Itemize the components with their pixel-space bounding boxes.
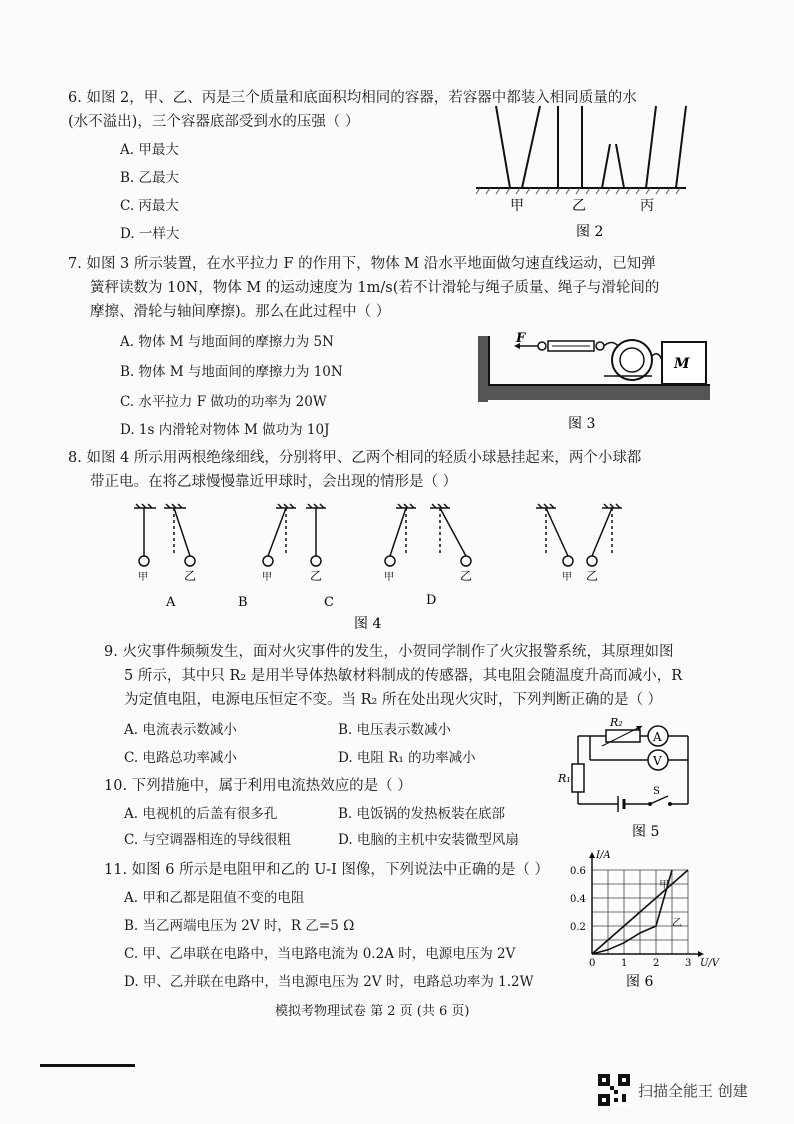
- y-tick-label: 0.4: [570, 894, 586, 905]
- q11-option-c: C. 甲、乙串联在电路中，当电路电流为 0.2A 时，电源电压为 2V: [124, 946, 516, 962]
- scan-edge-mark: [40, 1064, 135, 1067]
- x-tick-label: 2: [653, 958, 660, 969]
- q10-line1: 10. 下列措施中，属于利用电流热效应的是（ ）: [104, 778, 412, 794]
- q7-line2: 簧秤读数为 10N，物体 M 的运动速度为 1m/s(若不计滑轮与绳子质量、绳子与滑轮间的: [90, 280, 660, 296]
- fig5-caption: 图 5: [632, 824, 660, 840]
- q9-option-b: B. 电压表示数减小: [338, 722, 452, 738]
- fig5-label-r1: R₁: [558, 772, 571, 785]
- q8-line2: 带正电。在将乙球慢慢靠近甲球时，会出现的情形是（ ）: [90, 474, 458, 490]
- q9-line3: 为定值电阻，电源电压恒定不变。当 R₂ 所在处出现火灾时，下列判断正确的是（ ）: [124, 692, 663, 708]
- fig5-voltmeter-label: V: [653, 754, 662, 768]
- fig4-b-ball-yi: 乙: [310, 569, 323, 583]
- q8-line1: 8. 如图 4 所示用两根绝缘细线，分别将甲、乙两个相同的轻质小球悬挂起来，两个小球都: [68, 450, 642, 466]
- fig5-label-r2: R₂: [610, 716, 623, 729]
- fig4-caption: 图 4: [354, 616, 382, 632]
- q10-option-a: A. 电视机的后盖有很多孔: [124, 806, 278, 822]
- fig4-b-ball-jia: 甲: [262, 572, 272, 583]
- fig2-caption: 图 2: [576, 224, 604, 240]
- q10-option-b: B. 电饭锅的发热板装在底部: [338, 806, 506, 822]
- x-axis-arrow: [698, 951, 704, 957]
- fig4-option-d: D: [426, 593, 437, 608]
- fig5-ammeter-label: A: [653, 730, 662, 744]
- figure-6-ui-graph: [562, 842, 720, 992]
- y-axis-arrow: [589, 852, 595, 858]
- chart-xlabel: U/V: [700, 958, 720, 969]
- fig6-caption: 图 6: [626, 974, 654, 990]
- series-label-0: 甲: [659, 880, 670, 892]
- figure-5-circuit: [556, 712, 706, 842]
- q10-option-d: D. 电脑的主机中安装微型风扇: [338, 832, 519, 848]
- q6-option-d: D. 一样大: [120, 226, 180, 242]
- q6-line2: (水不溢出)，三个容器底部受到水的压强（ ）: [68, 114, 360, 130]
- q11-option-d: D. 甲、乙并联在电路中，当电源电压为 2V 时，电路总功率为 1.2W: [124, 974, 534, 990]
- q9-option-c: C. 电路总功率减小: [124, 750, 237, 766]
- fig4-c-ball-jia: 甲: [384, 572, 394, 583]
- y-tick-label: 0.2: [570, 922, 586, 933]
- fig4-d-ball-yi: 乙: [586, 569, 599, 583]
- fig4-option-c: C: [324, 595, 334, 610]
- qr-code-icon: [598, 1074, 630, 1106]
- watermark-text: 扫描全能王 创建: [638, 1081, 748, 1100]
- fig4-a-ball-jia: 甲: [138, 572, 148, 583]
- q9-option-d: D. 电阻 R₁ 的功率减小: [338, 750, 476, 766]
- fig4-option-a: A: [166, 595, 176, 610]
- q6-option-a: A. 甲最大: [120, 142, 179, 158]
- q11-option-a: A. 甲和乙都是阻值不变的电阻: [124, 890, 305, 906]
- fig2-label-jia: 甲: [510, 198, 524, 214]
- q11-option-b: B. 当乙两端电压为 2V 时，R 乙=5 Ω: [124, 918, 355, 934]
- q6-option-b: B. 乙最大: [120, 170, 180, 186]
- x-tick-label: 0: [589, 958, 596, 969]
- figure-2-containers: [476, 104, 696, 250]
- figure-4-balls: [126, 500, 646, 632]
- page-footer: 模拟考物理试卷 第 2 页 (共 6 页): [275, 1004, 470, 1019]
- fig3-label-f: F: [516, 331, 526, 346]
- figure-3-pulley: [474, 326, 720, 436]
- fig5-switch-label: S: [653, 786, 660, 797]
- x-tick-label: 3: [685, 958, 692, 969]
- q9-line2: 5 所示，其中只 R₂ 是用半导体热敏材料制成的传感器，其电阻会随温度升高而减小，R: [124, 668, 683, 684]
- q9-line1: 9. 火灾事件频频发生，面对火灾事件的发生，小贺同学制作了火灾报警系统，其原理如图: [104, 644, 674, 660]
- q7-line1: 7. 如图 3 所示装置，在水平拉力 F 的作用下，物体 M 沿水平地面做匀速直线运动，已知弹: [68, 256, 656, 272]
- fig4-a-ball-yi: 乙: [184, 569, 197, 583]
- q10-option-c: C. 与空调器相连的导线很粗: [124, 832, 291, 848]
- fig4-d-ball-jia: 甲: [562, 572, 572, 583]
- x-tick-label: 1: [621, 958, 628, 969]
- q9-option-a: A. 电流表示数减小: [124, 722, 237, 738]
- q7-option-b: B. 物体 M 与地面间的摩擦力为 10N: [120, 364, 343, 380]
- fig2-label-yi: 乙: [572, 198, 586, 214]
- q11-line1: 11. 如图 6 所示是电阻甲和乙的 U-I 图像，下列说法中正确的是（ ）: [104, 862, 550, 878]
- fig3-caption: 图 3: [568, 416, 596, 432]
- q7-option-c: C. 水平拉力 F 做功的功率为 20W: [120, 394, 327, 410]
- scanner-watermark: [598, 1074, 748, 1106]
- fig2-label-bing: 丙: [640, 198, 654, 214]
- y-tick-label: 0.6: [570, 866, 586, 877]
- chart-ylabel: I/A: [596, 850, 611, 861]
- fig4-c-ball-yi: 乙: [460, 569, 473, 583]
- fig3-label-m: M: [674, 356, 690, 372]
- q6-line1: 6. 如图 2，甲、乙、丙是三个质量和底面积均相同的容器，若容器中都装入相同质量的水: [68, 90, 637, 106]
- q6-option-c: C. 丙最大: [120, 198, 179, 214]
- fig4-option-b: B: [238, 595, 248, 610]
- q7-line3: 摩擦、滑轮与轴间摩擦)。那么在此过程中（ ）: [90, 304, 391, 320]
- q7-option-a: A. 物体 M 与地面间的摩擦力为 5N: [120, 334, 334, 350]
- q7-option-d: D. 1s 内滑轮对物体 M 做功为 10J: [120, 422, 330, 438]
- series-label-1: 乙: [672, 918, 682, 929]
